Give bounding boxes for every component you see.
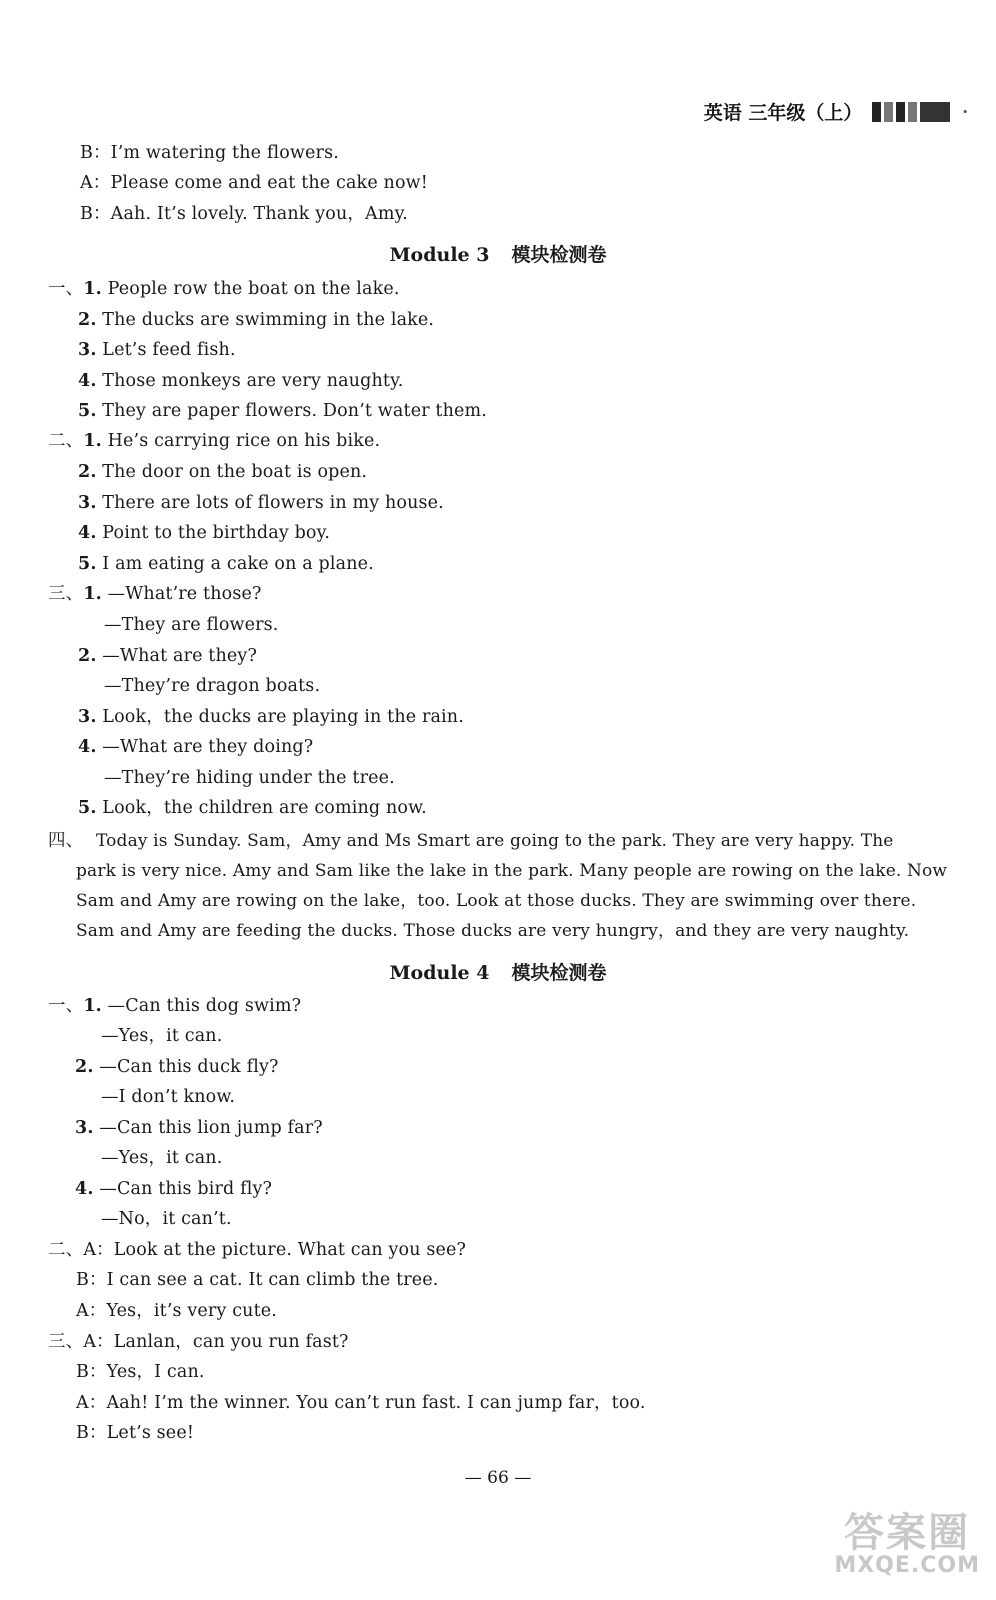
list-item [75, 1178, 272, 1200]
section-label: 二、 [48, 431, 84, 451]
item-number: 5. [78, 554, 97, 574]
item-number: 2. [78, 310, 97, 330]
dialog-line: B：I’m watering the flowers. [80, 143, 339, 163]
module4-title [0, 958, 996, 985]
list-item [78, 736, 313, 758]
list-item [78, 370, 404, 392]
item-number: 4. [75, 1179, 94, 1199]
item-text: Look，the children are coming now. [102, 798, 427, 818]
item-number: 1. [83, 584, 102, 604]
paragraph-line: Today is Sunday. Sam，Amy and Ms Smart are going to the park. They are very happy. The [96, 831, 894, 851]
list-item [78, 339, 236, 361]
item-text: —No，it can’t. [101, 1209, 232, 1229]
item-text: —Can this duck fly? [99, 1057, 279, 1077]
item-number: 4. [78, 737, 97, 757]
item-text: —I don’t know. [101, 1087, 236, 1107]
item-text: —Yes，it can. [101, 1026, 223, 1046]
item-number: 1. [83, 996, 102, 1016]
item-text: The door on the boat is open. [102, 462, 368, 482]
list-item [78, 553, 374, 575]
dialog-line [48, 1331, 349, 1353]
list-item [78, 461, 367, 483]
watermark-line2: MXQE.COM [834, 1553, 980, 1578]
page-header [704, 98, 968, 125]
module3-title-cn: 模块检测卷 [511, 244, 607, 266]
section-label: 二、 [48, 1240, 84, 1260]
list-item [78, 797, 427, 819]
list-item [78, 309, 434, 331]
list-item [78, 492, 444, 514]
dialog-line: B：Let’s see! [76, 1423, 195, 1443]
list-item [78, 645, 257, 667]
dialog-line: A：Yes，it’s very cute. [76, 1301, 277, 1321]
item-text: People row the boat on the lake. [107, 279, 400, 299]
item-number: 3. [78, 340, 97, 360]
item-number: 1. [83, 431, 102, 451]
item-text: —What’re those? [107, 584, 262, 604]
header-decoration [872, 102, 950, 122]
list-item [75, 1117, 323, 1139]
module4-title-en: Module 4 [389, 962, 490, 984]
item-number: 3. [75, 1118, 94, 1138]
dialog-line: B：Yes，I can. [76, 1362, 205, 1382]
list-item [78, 522, 330, 544]
item-text: Point to the birthday boy. [102, 523, 331, 543]
item-number: 5. [78, 401, 97, 421]
module4-title-cn: 模块检测卷 [511, 962, 607, 984]
list-item [48, 995, 301, 1017]
item-text: Those monkeys are very naughty. [102, 371, 404, 391]
item-text: —Yes，it can. [101, 1148, 223, 1168]
item-text: A：Look at the picture. What can you see? [83, 1240, 466, 1260]
item-text: —Can this lion jump far? [99, 1118, 323, 1138]
section-label: 四、 [48, 831, 84, 851]
list-item [78, 400, 487, 422]
item-text: —They are flowers. [104, 615, 279, 635]
dialog-line: B：Aah. It’s lovely. Thank you，Amy. [80, 204, 409, 224]
section-label: 一、 [48, 279, 84, 299]
item-text: —They’re dragon boats. [104, 676, 321, 696]
item-number: 2. [75, 1057, 94, 1077]
dialog-line: A：Please come and eat the cake now! [80, 173, 428, 193]
list-item [48, 583, 262, 605]
list-item [75, 1056, 279, 1078]
item-text: There are lots of flowers in my house. [102, 493, 444, 513]
page-number: — 66 — [464, 1468, 532, 1488]
paragraph-line: Sam and Amy are feeding the ducks. Those ducks are very hungry，and they are very naughty. [76, 921, 910, 941]
watermark-logo [834, 1512, 980, 1577]
paragraph-line: Sam and Amy are rowing on the lake，too. Look at those ducks. They are swimming over there. [76, 891, 917, 911]
list-item [48, 430, 380, 452]
item-number: 4. [78, 523, 97, 543]
watermark-line1: 答案圈 [844, 1510, 971, 1556]
item-number: 5. [78, 798, 97, 818]
module3-title [0, 240, 996, 267]
list-item [48, 278, 400, 300]
item-number: 2. [78, 462, 97, 482]
item-text: He’s carrying rice on his bike. [107, 431, 381, 451]
item-text: The ducks are swimming in the lake. [102, 310, 435, 330]
item-text: —What are they? [102, 646, 257, 666]
item-text: —Can this bird fly? [99, 1179, 273, 1199]
module3-title-en: Module 3 [389, 244, 490, 266]
dialog-line: B：I can see a cat. It can climb the tree. [76, 1270, 439, 1290]
dialog-line [48, 1239, 466, 1261]
item-text: Look，the ducks are playing in the rain. [102, 707, 464, 727]
section-label: 三、 [48, 584, 84, 604]
dialog-line: A：Aah! I’m the winner. You can’t run fast. I can jump far，too. [76, 1393, 646, 1413]
item-number: 4. [78, 371, 97, 391]
item-number: 2. [78, 646, 97, 666]
item-number: 3. [78, 707, 97, 727]
header-dot: · [962, 102, 968, 121]
list-item [78, 706, 464, 728]
paragraph-line: park is very nice. Amy and Sam like the lake in the park. Many people are rowing on the lake. Now [76, 861, 948, 881]
item-text: —Can this dog swim? [107, 996, 302, 1016]
item-number: 3. [78, 493, 97, 513]
item-text: I am eating a cake on a plane. [102, 554, 374, 574]
section-label: 三、 [48, 1332, 84, 1352]
item-text: —What are they doing? [102, 737, 314, 757]
item-text: A：Lanlan，can you run fast? [83, 1332, 349, 1352]
item-text: They are paper flowers. Don’t water them. [102, 401, 487, 421]
item-number: 1. [83, 279, 102, 299]
header-title: 英语 三年级（上） [703, 102, 863, 124]
section-label: 一、 [48, 996, 84, 1016]
item-text: —They’re hiding under the tree. [104, 768, 395, 788]
item-text: Let’s feed fish. [102, 340, 236, 360]
